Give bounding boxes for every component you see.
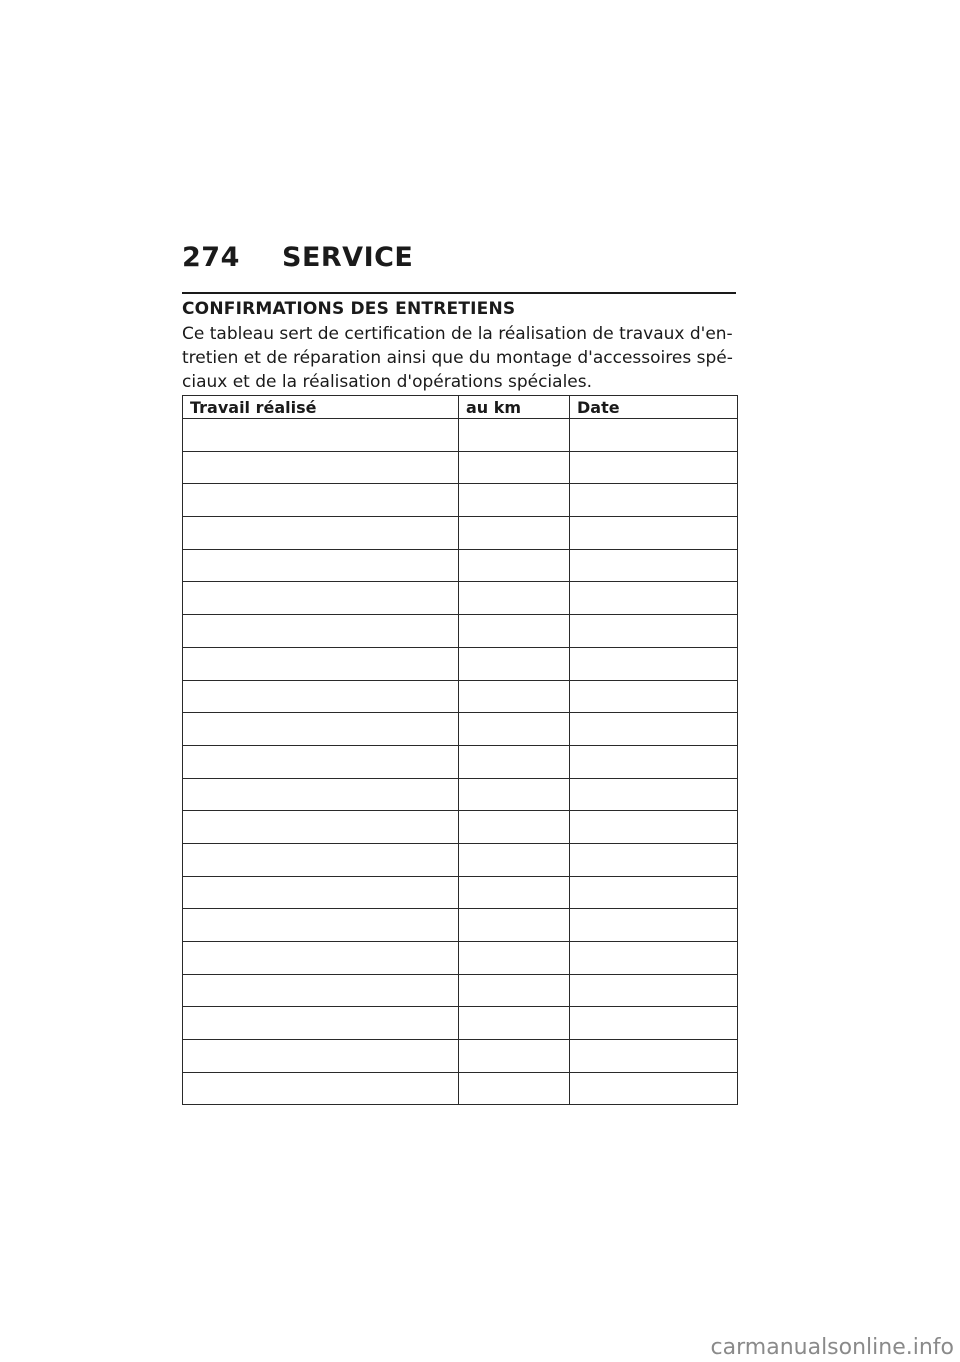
cell-mileage [459, 680, 570, 713]
cell-work-performed [183, 1072, 459, 1105]
cell-mileage [459, 451, 570, 484]
cell-work-performed [183, 1007, 459, 1040]
table-row [183, 582, 738, 615]
cell-date [570, 680, 738, 713]
cell-mileage [459, 1007, 570, 1040]
cell-mileage [459, 745, 570, 778]
cell-work-performed [183, 778, 459, 811]
intro-paragraph [182, 322, 738, 394]
cell-work-performed [183, 549, 459, 582]
cell-mileage [459, 876, 570, 909]
cell-work-performed [183, 582, 459, 615]
intro-line: Ce tableau sert de certification de la réalisation de travaux d'en- [182, 324, 733, 344]
cell-mileage [459, 615, 570, 648]
cell-date [570, 1040, 738, 1073]
cell-work-performed [183, 974, 459, 1007]
cell-date [570, 974, 738, 1007]
cell-date [570, 745, 738, 778]
table-row [183, 680, 738, 713]
cell-date [570, 876, 738, 909]
cell-mileage [459, 811, 570, 844]
cell-mileage [459, 582, 570, 615]
cell-work-performed [183, 517, 459, 550]
cell-work-performed [183, 647, 459, 680]
table-row [183, 1072, 738, 1105]
table-row [183, 419, 738, 452]
cell-mileage [459, 419, 570, 452]
page-number: 274 [182, 242, 240, 273]
cell-work-performed [183, 680, 459, 713]
cell-mileage [459, 909, 570, 942]
column-header-km: au km [459, 396, 570, 419]
table-row [183, 713, 738, 746]
cell-date [570, 778, 738, 811]
maintenance-log-table [182, 395, 738, 1105]
header-rule [182, 292, 736, 294]
table-row [183, 517, 738, 550]
intro-line: ciaux et de la réalisation d'opérations spéciales. [182, 372, 593, 392]
cell-date [570, 451, 738, 484]
cell-work-performed [183, 942, 459, 975]
table-row [183, 549, 738, 582]
column-header-date: Date [570, 396, 738, 419]
cell-date [570, 1072, 738, 1105]
table-row [183, 484, 738, 517]
cell-work-performed [183, 615, 459, 648]
table-header-row [183, 396, 738, 419]
table-row [183, 843, 738, 876]
cell-mileage [459, 647, 570, 680]
cell-date [570, 419, 738, 452]
table-row [183, 811, 738, 844]
cell-date [570, 582, 738, 615]
cell-date [570, 647, 738, 680]
cell-date [570, 615, 738, 648]
cell-work-performed [183, 811, 459, 844]
cell-date [570, 713, 738, 746]
cell-work-performed [183, 843, 459, 876]
table-row [183, 974, 738, 1007]
cell-date [570, 517, 738, 550]
cell-mileage [459, 843, 570, 876]
table-row [183, 647, 738, 680]
cell-work-performed [183, 909, 459, 942]
cell-work-performed [183, 1040, 459, 1073]
cell-date [570, 549, 738, 582]
table-row [183, 745, 738, 778]
cell-mileage [459, 549, 570, 582]
cell-date [570, 942, 738, 975]
cell-mileage [459, 1040, 570, 1073]
table-row [183, 451, 738, 484]
cell-mileage [459, 942, 570, 975]
table-row [183, 1007, 738, 1040]
cell-mileage [459, 778, 570, 811]
cell-mileage [459, 484, 570, 517]
table-row [183, 615, 738, 648]
intro-line: tretien et de réparation ainsi que du montage d'accessoires spé- [182, 348, 733, 368]
cell-mileage [459, 517, 570, 550]
table-body [183, 419, 738, 1105]
cell-work-performed [183, 451, 459, 484]
cell-date [570, 484, 738, 517]
cell-date [570, 909, 738, 942]
watermark: carmanualsonline.info [710, 1335, 954, 1360]
cell-mileage [459, 713, 570, 746]
cell-date [570, 811, 738, 844]
cell-work-performed [183, 713, 459, 746]
page-header [182, 242, 413, 273]
cell-mileage [459, 974, 570, 1007]
cell-date [570, 1007, 738, 1040]
table-row [183, 942, 738, 975]
table-row [183, 876, 738, 909]
cell-work-performed [183, 876, 459, 909]
cell-work-performed [183, 484, 459, 517]
cell-work-performed [183, 419, 459, 452]
cell-mileage [459, 1072, 570, 1105]
table-row [183, 1040, 738, 1073]
table-row [183, 909, 738, 942]
section-title: CONFIRMATIONS DES ENTRETIENS [182, 299, 516, 319]
cell-date [570, 843, 738, 876]
table-row [183, 778, 738, 811]
cell-work-performed [183, 745, 459, 778]
chapter-title: SERVICE [282, 242, 414, 273]
column-header-work: Travail réalisé [183, 396, 459, 419]
